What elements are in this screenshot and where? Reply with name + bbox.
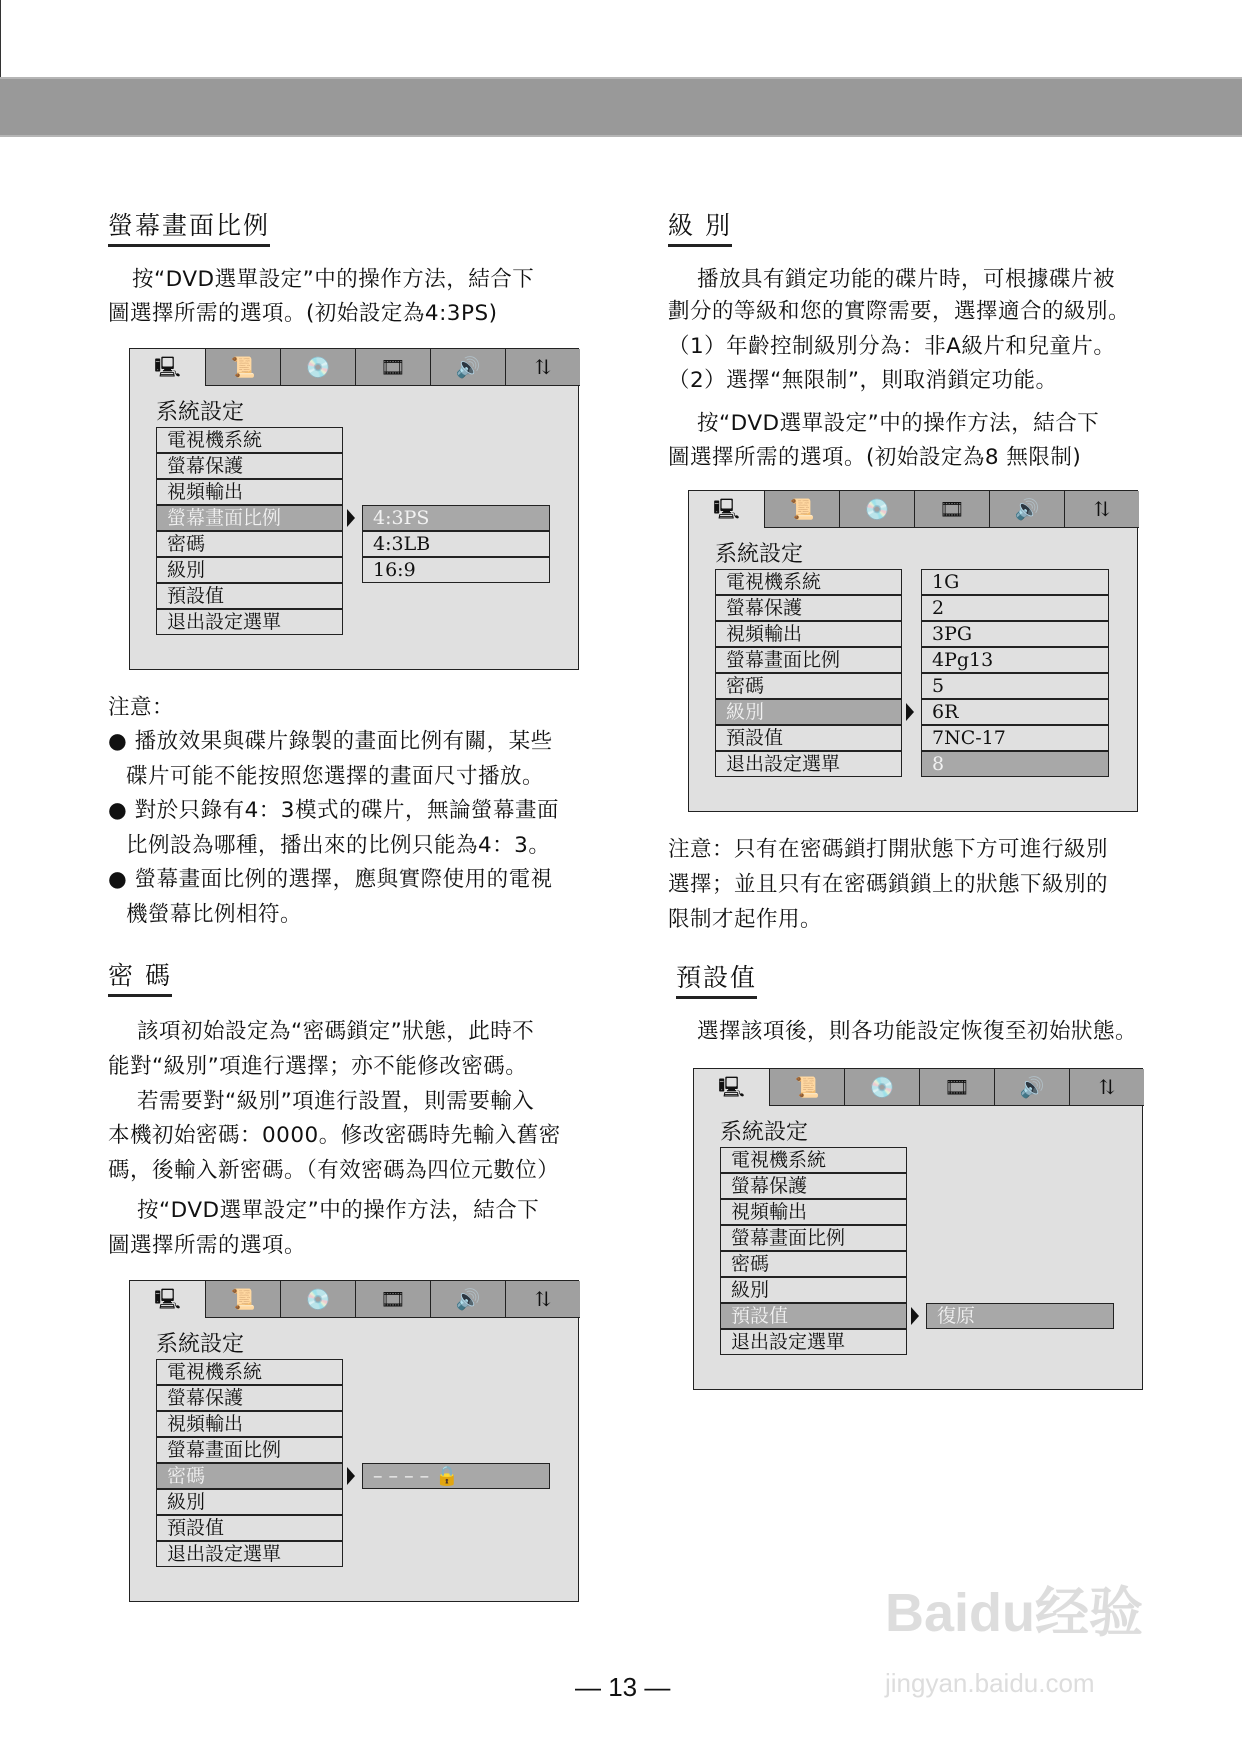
menu-tab-video[interactable]: [355, 349, 430, 386]
menu-item[interactable]: 視頻輸出: [156, 1411, 343, 1437]
menu-item[interactable]: 退出設定選單: [720, 1329, 907, 1355]
menu-title: 系統設定: [720, 1120, 809, 1145]
menu-option[interactable]: 6R: [921, 699, 1109, 725]
menu-tab-speaker[interactable]: [430, 349, 505, 386]
menu-option[interactable]: 16:9: [362, 557, 550, 583]
paragraph: 能對“級別”項進行選擇；亦不能修改密碼。: [108, 1054, 528, 1079]
exit-icon: ⇅: [534, 355, 552, 379]
menu-tab-language[interactable]: [764, 491, 839, 528]
menu-tab-language[interactable]: [205, 349, 280, 386]
menu-item[interactable]: 退出設定選單: [156, 609, 343, 635]
menu-item[interactable]: 級別: [156, 557, 343, 583]
menu-title: 系統設定: [156, 400, 245, 425]
menu-item[interactable]: 級別: [720, 1277, 907, 1303]
menu-option[interactable]: 7NC-17: [921, 725, 1109, 751]
menu-option[interactable]: 4:3LB: [362, 531, 550, 557]
menu-tab-bar: [130, 1281, 578, 1318]
menu-option[interactable]: – – – – 🔒: [362, 1463, 550, 1489]
menu-tab-audio-disc[interactable]: [280, 349, 355, 386]
menu-item[interactable]: 螢幕畫面比例: [156, 505, 343, 531]
selection-arrow-icon: [906, 703, 914, 721]
paragraph: 圖選擇所需的選項。(初始設定為8 無限制): [668, 445, 1082, 470]
menu-item[interactable]: 密碼: [715, 673, 902, 699]
menu-option[interactable]: 1G: [921, 569, 1109, 595]
bullet-text: ● 播放效果與碟片錄製的畫面比例有關，某些: [108, 729, 553, 754]
menu-item[interactable]: 預設值: [156, 1515, 343, 1541]
bullet-text: 比例設為哪種，播出來的比例只能為4：3。: [126, 833, 551, 858]
selection-arrow-icon: [347, 1467, 355, 1485]
menu-tab-system[interactable]: [130, 1281, 205, 1318]
menu-item[interactable]: 預設值: [715, 725, 902, 751]
video-icon: 🎞: [939, 497, 965, 521]
menu-title: 系統設定: [156, 1332, 245, 1357]
menu-option[interactable]: 5: [921, 673, 1109, 699]
menu-option[interactable]: 4Pg13: [921, 647, 1109, 673]
language-icon: 📜: [230, 355, 256, 379]
menu-tab-exit[interactable]: [505, 1281, 580, 1318]
menu-tab-speaker[interactable]: [989, 491, 1064, 528]
menu-item[interactable]: 密碼: [156, 1463, 343, 1489]
menu-item[interactable]: 螢幕畫面比例: [720, 1225, 907, 1251]
speaker-icon: 🔊: [455, 1287, 481, 1311]
audio-disc-icon: 💿: [864, 497, 890, 521]
watermark-logo: Baidu经验: [885, 1583, 1144, 1643]
video-icon: 🎞: [380, 355, 406, 379]
note-text: 限制才起作用。: [668, 907, 823, 932]
menu-item[interactable]: 視頻輸出: [156, 479, 343, 505]
menu-item[interactable]: 螢幕畫面比例: [715, 647, 902, 673]
menu-tab-speaker[interactable]: [430, 1281, 505, 1318]
paragraph: 播放具有鎖定功能的碟片時，可根據碟片被: [697, 267, 1116, 292]
page-number: — 13 —: [575, 1672, 671, 1702]
watermark-url: jingyan.baidu.com: [885, 1668, 1095, 1698]
menu-option[interactable]: 2: [921, 595, 1109, 621]
video-icon: 🎞: [380, 1287, 406, 1311]
menu-tab-audio-disc[interactable]: [844, 1069, 919, 1106]
menu-item[interactable]: 螢幕保護: [720, 1173, 907, 1199]
header-bar: [0, 77, 1242, 137]
menu-tab-bar: [130, 349, 578, 386]
paragraph: 按“DVD選單設定”中的操作方法，結合下: [132, 267, 535, 292]
menu-item[interactable]: 級別: [715, 699, 902, 725]
audio-disc-icon: 💿: [305, 1287, 331, 1311]
audio-disc-icon: 💿: [869, 1075, 895, 1099]
language-icon: 📜: [789, 497, 815, 521]
menu-item[interactable]: 視頻輸出: [715, 621, 902, 647]
setup-menu-rating: [688, 490, 1138, 812]
language-icon: 📜: [794, 1075, 820, 1099]
menu-tab-speaker[interactable]: [994, 1069, 1069, 1106]
menu-tab-language[interactable]: [205, 1281, 280, 1318]
speaker-icon: 🔊: [1019, 1075, 1045, 1099]
menu-tab-language[interactable]: [769, 1069, 844, 1106]
speaker-icon: 🔊: [455, 355, 481, 379]
menu-tab-exit[interactable]: [505, 349, 580, 386]
menu-item[interactable]: 螢幕保護: [715, 595, 902, 621]
note-label: 注意：: [108, 695, 175, 720]
menu-title: 系統設定: [715, 542, 804, 567]
menu-item[interactable]: 螢幕畫面比例: [156, 1437, 343, 1463]
menu-tab-bar: [689, 491, 1137, 528]
menu-item[interactable]: 電視機系統: [720, 1147, 907, 1173]
menu-tab-exit[interactable]: [1064, 491, 1139, 528]
menu-tab-bar: [694, 1069, 1142, 1106]
exit-icon: ⇅: [534, 1287, 552, 1311]
setup-menu-password: [129, 1280, 579, 1602]
menu-item[interactable]: 視頻輸出: [720, 1199, 907, 1225]
menu-option[interactable]: 3PG: [921, 621, 1109, 647]
menu-tab-exit[interactable]: [1069, 1069, 1144, 1106]
system-icon: 🖳: [718, 1075, 745, 1099]
bullet-text: ● 螢幕畫面比例的選擇，應與實際使用的電視: [108, 867, 553, 892]
menu-item[interactable]: 電視機系統: [715, 569, 902, 595]
selection-arrow-icon: [347, 509, 355, 527]
audio-disc-icon: 💿: [305, 355, 331, 379]
menu-tab-system[interactable]: [694, 1069, 769, 1106]
menu-item[interactable]: 螢幕保護: [156, 453, 343, 479]
menu-tab-system[interactable]: [130, 349, 205, 386]
menu-item[interactable]: 電視機系統: [156, 1359, 343, 1385]
note-text: 注意：只有在密碼鎖打開狀態下方可進行級別: [668, 837, 1109, 862]
system-icon: 🖳: [154, 1287, 181, 1311]
paragraph: 劃分的等級和您的實際需要，選擇適合的級別。: [668, 299, 1131, 324]
paragraph: （2）選擇“無限制”，則取消鎖定功能。: [668, 368, 1058, 393]
section-heading-defaults: 預設值: [676, 958, 757, 999]
paragraph: 該項初始設定為“密碼鎖定”狀態，此時不: [137, 1019, 535, 1044]
note-text: 選擇；並且只有在密碼鎖鎖上的狀態下級別的: [668, 872, 1109, 897]
setup-menu-aspect: [129, 348, 579, 670]
paragraph: 圖選擇所需的選項。(初始設定為4:3PS): [108, 301, 498, 326]
speaker-icon: 🔊: [1014, 497, 1040, 521]
menu-tab-system[interactable]: [689, 491, 764, 528]
paragraph: 圖選擇所需的選項。: [108, 1233, 307, 1258]
menu-tab-video[interactable]: [919, 1069, 994, 1106]
section-heading-password: 密 碼: [108, 956, 172, 997]
menu-item[interactable]: 預設值: [156, 583, 343, 609]
bullet-text: 機螢幕比例相符。: [126, 902, 303, 927]
menu-option[interactable]: 復原: [926, 1303, 1114, 1329]
video-icon: 🎞: [944, 1075, 970, 1099]
section-heading-aspect: 螢幕畫面比例: [108, 206, 270, 247]
menu-option[interactable]: 8: [921, 751, 1109, 777]
menu-item[interactable]: 密碼: [720, 1251, 907, 1277]
menu-item[interactable]: 電視機系統: [156, 427, 343, 453]
setup-menu-defaults: [693, 1068, 1143, 1390]
selection-arrow-icon: [911, 1307, 919, 1325]
paragraph: 按“DVD選單設定”中的操作方法，結合下: [697, 411, 1100, 436]
menu-item[interactable]: 退出設定選單: [715, 751, 902, 777]
menu-item[interactable]: 預設值: [720, 1303, 907, 1329]
exit-icon: ⇅: [1093, 497, 1111, 521]
menu-item[interactable]: 級別: [156, 1489, 343, 1515]
menu-item[interactable]: 螢幕保護: [156, 1385, 343, 1411]
menu-option[interactable]: 4:3PS: [362, 505, 550, 531]
language-icon: 📜: [230, 1287, 256, 1311]
page-border: [0, 0, 1, 77]
system-icon: 🖳: [154, 355, 181, 379]
paragraph: 若需要對“級別”項進行設置，則需要輸入: [137, 1089, 535, 1114]
paragraph: 選擇該項後，則各功能設定恢復至初始狀態。: [697, 1019, 1138, 1044]
bullet-text: ● 對於只錄有4：3模式的碟片，無論螢幕畫面: [108, 798, 559, 823]
menu-item[interactable]: 密碼: [156, 531, 343, 557]
section-heading-rating: 級 別: [668, 206, 732, 247]
paragraph: （1）年齡控制級別分為：非A級片和兒童片。: [668, 334, 1116, 359]
paragraph: 本機初始密碼：0000。修改密碼時先輸入舊密: [108, 1123, 561, 1148]
menu-tab-audio-disc[interactable]: [839, 491, 914, 528]
paragraph: 按“DVD選單設定”中的操作方法，結合下: [137, 1198, 540, 1223]
menu-item[interactable]: 退出設定選單: [156, 1541, 343, 1567]
menu-tab-audio-disc[interactable]: [280, 1281, 355, 1318]
exit-icon: ⇅: [1098, 1075, 1116, 1099]
menu-tab-video[interactable]: [914, 491, 989, 528]
menu-tab-video[interactable]: [355, 1281, 430, 1318]
paragraph: 碼，後輸入新密碼。（有效密碼為四位元數位）: [108, 1158, 560, 1183]
system-icon: 🖳: [713, 497, 740, 521]
bullet-text: 碟片可能不能按照您選擇的畫面尺寸播放。: [126, 764, 545, 789]
